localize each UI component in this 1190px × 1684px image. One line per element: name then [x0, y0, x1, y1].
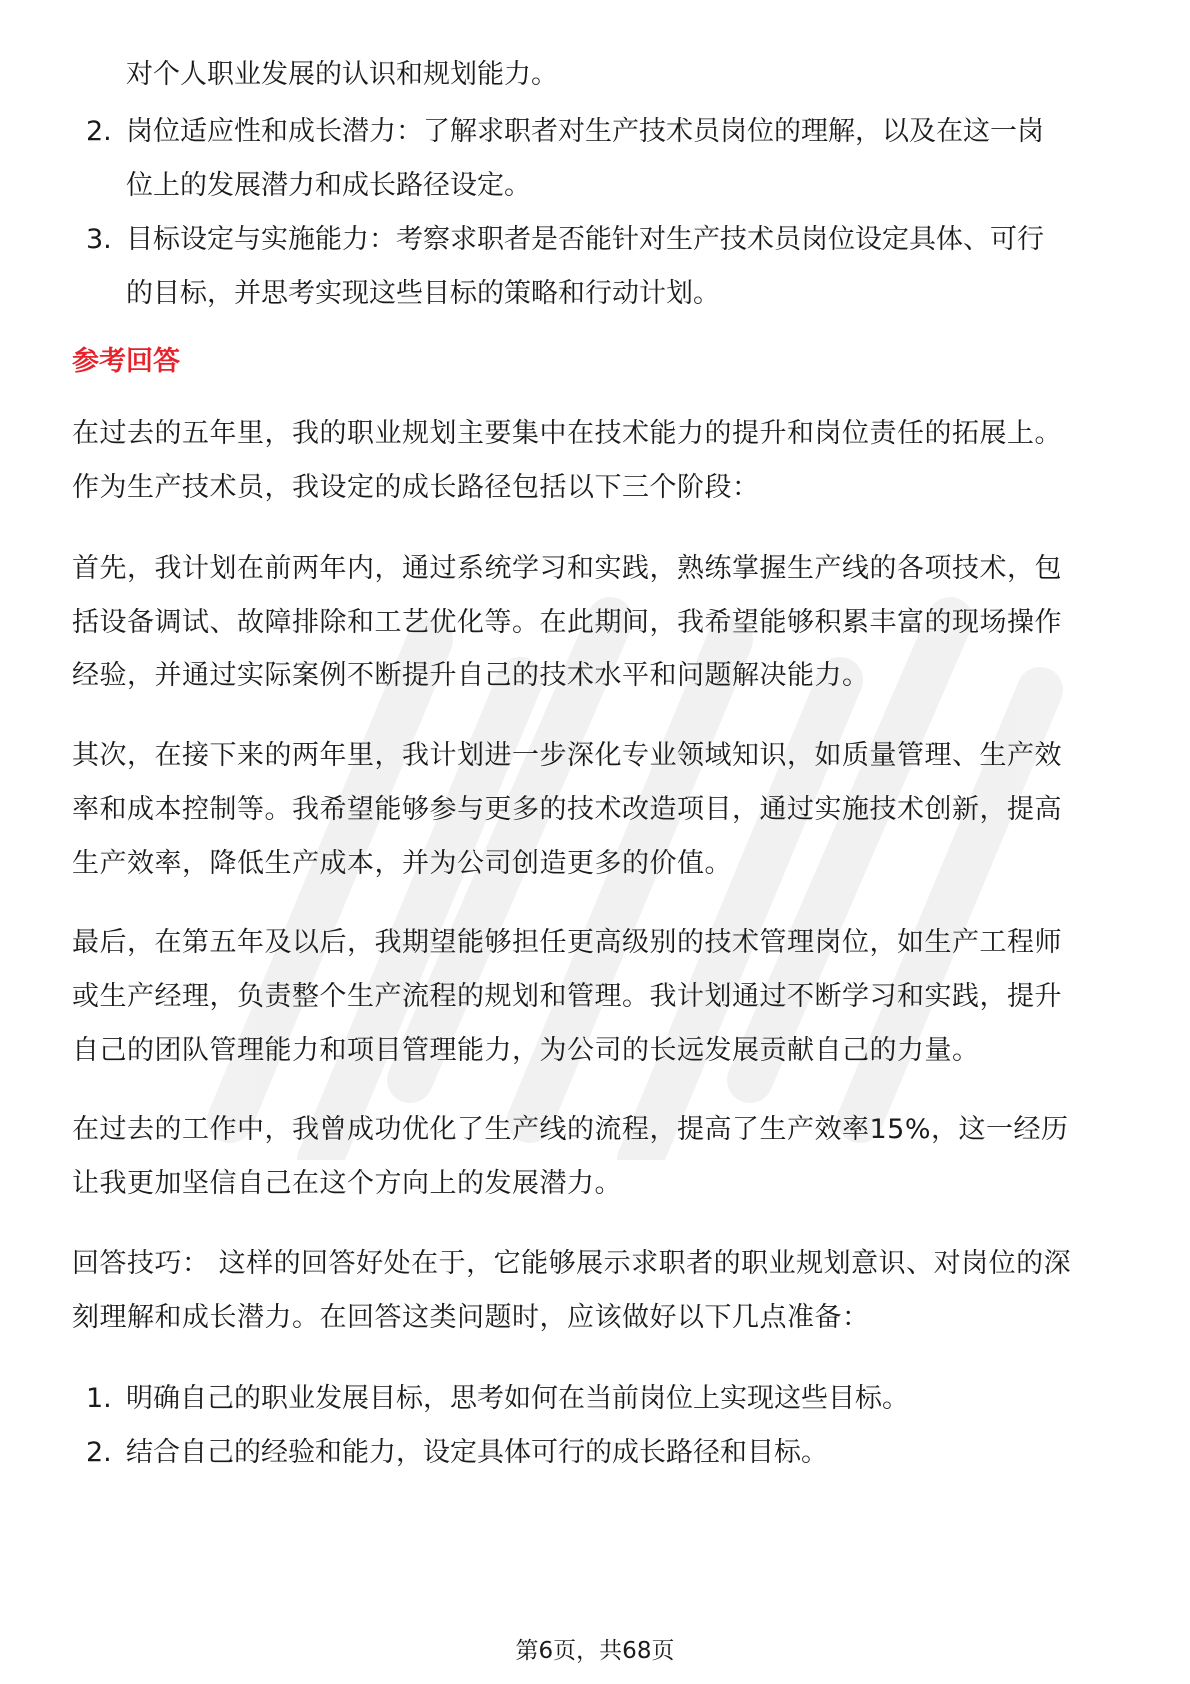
paragraph-line: 其次，在接下来的两年里，我计划进一步深化专业领域知识，如质量管理、生产效: [72, 740, 1062, 771]
list-text: 目标设定与实施能力：考察求职者是否能针对生产技术员岗位设定具体、可行: [126, 224, 1044, 255]
list-text: 岗位适应性和成长潜力：了解求职者对生产技术员岗位的理解，以及在这一岗: [126, 116, 1044, 147]
criteria-intro-continuation: 对个人职业发展的认识和规划能力。: [126, 59, 558, 90]
paragraph-line: 括设备调试、故障排除和工艺优化等。在此期间，我希望能够积累丰富的现场操作: [72, 607, 1062, 638]
list-number: 3.: [86, 224, 112, 255]
page-footer: 第6页，共68页: [515, 1638, 675, 1664]
tip-item-2: [86, 1424, 828, 1482]
paragraph-line: 生产效率，降低生产成本，并为公司创造更多的价值。: [72, 848, 732, 879]
paragraph-line: 自己的团队管理能力和项目管理能力，为公司的长远发展贡献自己的力量。: [72, 1035, 980, 1066]
paragraph-line: 在过去的工作中，我曾成功优化了生产线的流程，提高了生产效率15%，这一经历: [72, 1114, 1069, 1145]
paragraph-line: 回答技巧： 这样的回答好处在于，它能够展示求职者的职业规划意识、对岗位的深: [72, 1248, 1072, 1279]
paragraph-line: 或生产经理，负责整个生产流程的规划和管理。我计划通过不断学习和实践，提升: [72, 981, 1062, 1012]
list-number: 1.: [86, 1383, 112, 1414]
list-text: 结合自己的经验和能力，设定具体可行的成长路径和目标。: [126, 1437, 828, 1468]
paragraph-line: 在过去的五年里，我的职业规划主要集中在技术能力的提升和岗位责任的拓展上。: [72, 418, 1062, 449]
paragraph-line: 让我更加坚信自己在这个方向上的发展潜力。: [72, 1168, 622, 1199]
criteria-item-2: [86, 103, 1044, 161]
criteria-item-3: [86, 211, 1044, 269]
paragraph-line: 率和成本控制等。我希望能够参与更多的技术改造项目，通过实施技术创新，提高: [72, 794, 1062, 825]
paragraph-line: 最后，在第五年及以后，我期望能够担任更高级别的技术管理岗位，如生产工程师: [72, 927, 1062, 958]
criteria-item-2-continuation: 位上的发展潜力和成长路径设定。: [126, 170, 531, 201]
list-number: 2.: [86, 116, 112, 147]
paragraph-line: 刻理解和成长潜力。在回答这类问题时，应该做好以下几点准备：: [72, 1302, 870, 1333]
tip-item-1: [86, 1370, 909, 1428]
paragraph-line: 作为生产技术员，我设定的成长路径包括以下三个阶段：: [72, 472, 760, 503]
list-number: 2.: [86, 1437, 112, 1468]
paragraph-line: 首先，我计划在前两年内，通过系统学习和实践，熟练掌握生产线的各项技术，包: [72, 553, 1062, 584]
answer-heading: 参考回答: [72, 346, 180, 377]
criteria-item-3-continuation: 的目标，并思考实现这些目标的策略和行动计划。: [126, 278, 720, 309]
paragraph-line: 经验，并通过实际案例不断提升自己的技术水平和问题解决能力。: [72, 660, 870, 691]
list-text: 明确自己的职业发展目标，思考如何在当前岗位上实现这些目标。: [126, 1383, 909, 1414]
